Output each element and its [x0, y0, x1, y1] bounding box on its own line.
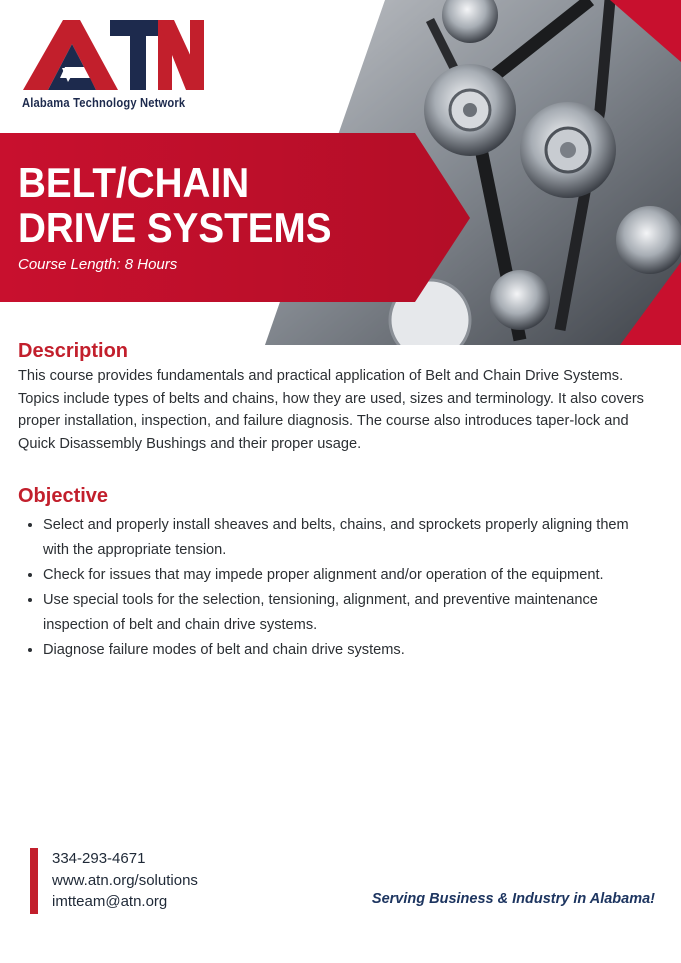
course-length: Course Length: 8 Hours	[18, 256, 178, 273]
description-heading: Description	[18, 340, 129, 362]
objective-section	[18, 485, 648, 663]
tagline: Serving Business & Industry in Alabama!	[371, 891, 655, 907]
description-section	[18, 340, 648, 455]
logo-caption: Alabama Technology Network	[22, 95, 186, 110]
list-item: • Select and properly install sheaves and belts, chains, and sprockets properly aligning them with the appropriate tension.	[43, 513, 648, 563]
list-item: • Diagnose failure modes of belt and chain drive systems.	[43, 638, 648, 663]
list-item: • Use special tools for the selection, tensioning, alignment, and preventive maintenance inspection of belt and chain drive systems.	[43, 588, 648, 638]
list-item: • Check for issues that may impede proper alignment and/or operation of the equipment.	[43, 563, 648, 588]
page-title	[18, 160, 331, 250]
header-banner	[0, 0, 681, 345]
objective-heading: Objective	[18, 485, 109, 507]
title-line-2: DRIVE SYSTEMS	[18, 204, 332, 251]
phone-number: 334-293-4671	[52, 850, 146, 867]
email-link[interactable]: imtteam@atn.org	[52, 893, 168, 910]
website-link[interactable]: www.atn.org/solutions	[52, 871, 198, 889]
description-body: This course provides fundamentals and practical application of Belt and Chain Drive Systems. Topics include types of belts and chains, how they are used, sizes and terminology. It also covers proper installation, inspection, and failure diagnosis. The course also introduces taper-lock and Quick Disassembly Bushings and their proper usage.	[18, 368, 644, 452]
title-line-1: BELT/CHAIN	[18, 159, 250, 206]
contact-block	[30, 848, 198, 914]
objective-list	[18, 513, 648, 663]
